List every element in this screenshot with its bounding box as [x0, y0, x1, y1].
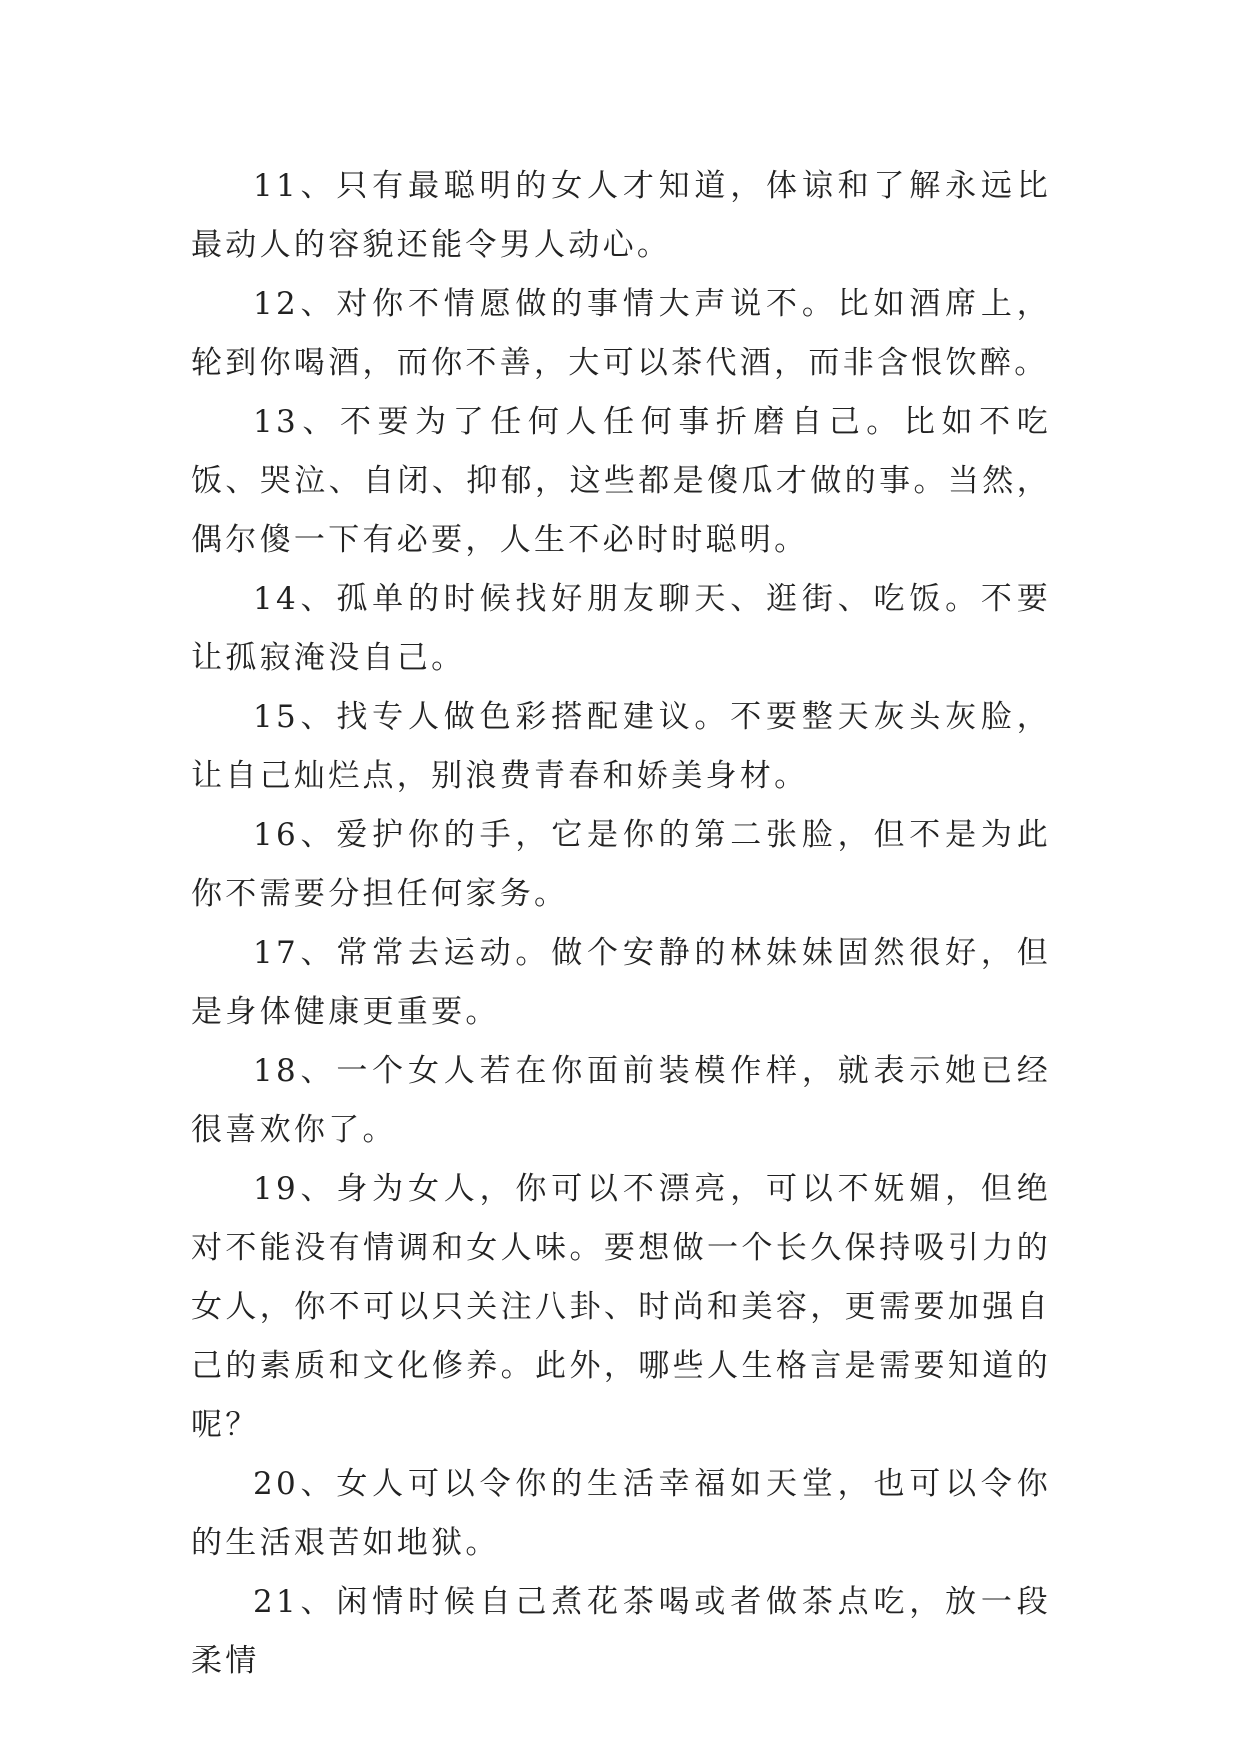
paragraph-16: 16、爱护你的手，它是你的第二张脸，但不是为此你不需要分担任何家务。: [191, 817, 1051, 912]
paragraph-20: 20、女人可以令你的生活幸福如天堂，也可以令你的生活艰苦如地狱。: [191, 1466, 1051, 1561]
paragraph-13: 13、不要为了任何人任何事折磨自己。比如不吃饭、哭泣、自闭、抑郁，这些都是傻瓜才做的事。当然，偶尔傻一下有必要，人生不必时时聪明。: [191, 404, 1051, 558]
paragraph-14: 14、孤单的时候找好朋友聊天、逛街、吃饭。不要让孤寂淹没自己。: [191, 581, 1051, 676]
paragraph-17: 17、常常去运动。做个安静的林妹妹固然很好，但是身体健康更重要。: [191, 935, 1051, 1030]
document-body: [191, 157, 1051, 1691]
paragraph-21: 21、闲情时候自己煮花茶喝或者做茶点吃，放一段柔情: [191, 1584, 1051, 1679]
paragraph-15: 15、找专人做色彩搭配建议。不要整天灰头灰脸，让自己灿烂点，别浪费青春和娇美身材。: [191, 699, 1051, 794]
paragraph-19: 19、身为女人，你可以不漂亮，可以不妩媚，但绝对不能没有情调和女人味。要想做一个长久保持吸引力的女人，你不可以只关注八卦、时尚和美容，更需要加强自己的素质和文化修养。此外，哪些人生格言是需要知道的呢？: [191, 1171, 1051, 1443]
paragraph-11: 11、只有最聪明的女人才知道，体谅和了解永远比最动人的容貌还能令男人动心。: [191, 168, 1051, 263]
paragraph-18: 18、一个女人若在你面前装模作样，就表示她已经很喜欢你了。: [191, 1053, 1051, 1148]
paragraph-12: 12、对你不情愿做的事情大声说不。比如酒席上，轮到你喝酒，而你不善，大可以茶代酒，而非含恨饮醉。: [191, 286, 1051, 381]
